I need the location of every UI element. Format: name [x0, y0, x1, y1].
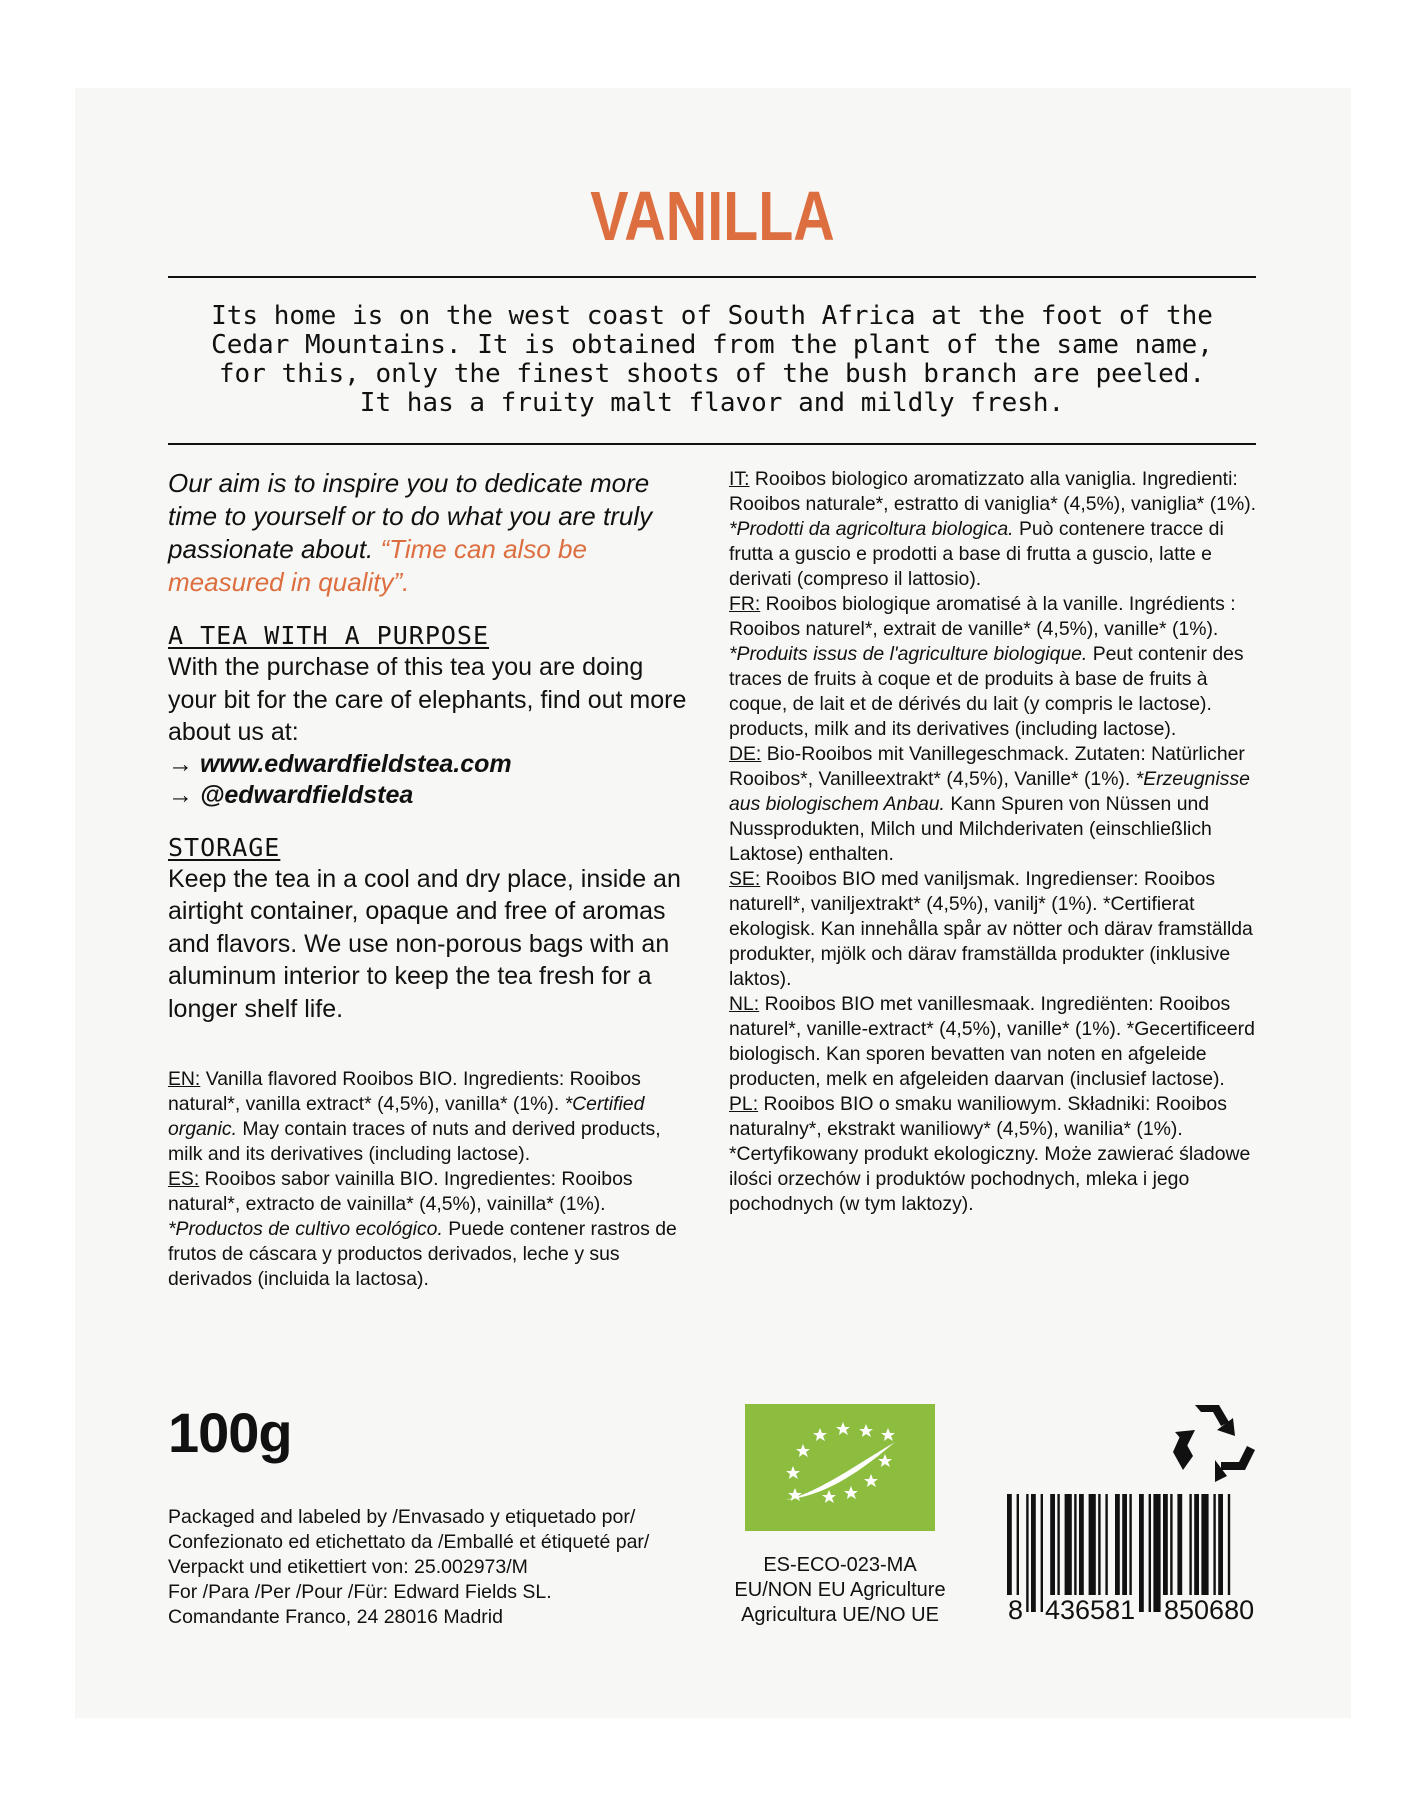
barcode-digits-left: 436581	[1045, 1595, 1136, 1625]
ingredients-right	[729, 467, 1259, 1217]
ingredient-entry-nl: NL: Rooibos BIO met vanillesmaak. Ingrediënten: Rooibos naturel*, vanille-extract* (4,5%), vanille* (1%). *Gecertificeerd biologisch. Kan sporen bevatten van noten en afgeleide producten, melk en afgeleiden daarvan (inclusief lactose).	[729, 993, 1255, 1090]
recycle-icon	[1171, 1400, 1257, 1482]
intro-line: Cedar Mountains. It is obtained from the plant of the same name,	[211, 330, 1213, 360]
packager-line: Verpackt und etikettiert von: 25.002973/M	[168, 1556, 528, 1578]
packager-line: Packaged and labeled by /Envasado y etiquetado por/	[168, 1506, 636, 1528]
social-handle-link[interactable]: → @edwardfieldstea	[168, 780, 414, 809]
barcode-digits-right: 850680	[1164, 1595, 1255, 1625]
ingredient-entry-en: EN: Vanilla flavored Rooibos BIO. Ingredients: Rooibos natural*, vanilla extract* (4,5%), vanilla* (1%). *Certified organic. May contain traces of nuts and derived products, milk and its derivatives (including lactose).	[168, 1068, 661, 1165]
product-title: VANILLA	[590, 177, 835, 255]
storage-heading: STORAGE	[168, 832, 281, 862]
eu-organic-code	[700, 1553, 980, 1628]
packager-line: Confezionato ed etichettato da /Emballé et étiqueté par/	[168, 1531, 650, 1553]
ingredient-entry-fr: FR: Rooibos biologique aromatisé à la vanille. Ingrédients : Rooibos naturel*, extrait de vanille* (4,5%), vanille* (1%). *Produits issus de l'agriculture biologique. Peut contenir des traces de fruits à coque et de produits à base de fruits à coque, de lait et de dérivés du lait (y compris le lactose). products, milk and its derivatives (including lactose).	[729, 593, 1244, 740]
ingredient-entry-se: SE: Rooibos BIO med vaniljsmak. Ingredienser: Rooibos naturell*, vaniljextrakt* (4,5%), vanilj* (1%). *Certifierat ekologisk. Kan innehålla spår av nötter och därav framställda produkter, mjölk och därav framställda produkter (inklusive laktos).	[729, 868, 1253, 990]
divider-bottom	[168, 443, 1256, 445]
packager-line: For /Para /Per /Pour /Für: Edward Fields SL.	[168, 1581, 552, 1603]
ingredient-entry-it: IT: Rooibos biologico aromatizzato alla vaniglia. Ingredienti: Rooibos naturale*, estratto di vaniglia* (4,5%), vaniglia* (1%). *Prodotti da agricoltura biologica. Può contenere tracce di frutta a guscio e prodotti a base di frutta a guscio, latte e derivati (compreso il lattosio).	[729, 468, 1257, 590]
aim-text: Our aim is to inspire you to dedicate more time to yourself or to do what you are truly passionate about.	[168, 468, 653, 564]
aim-statement	[168, 467, 698, 599]
storage-text: Keep the tea in a cool and dry place, inside an airtight container, opaque and free of aromas and flavors. We use non-porous bags with an aluminum interior to keep the tea fresh for a longer shelf life.	[168, 864, 681, 1023]
ingredient-entry-de: DE: Bio-Rooibos mit Vanillegeschmack. Zutaten: Natürlicher Rooibos*, Vanilleextrakt* (4,5%), Vanille* (1%). *Erzeugnisse aus biologischem Anbau. Kann Spuren von Nüssen und Nussprodukten, Milch und Milchderivaten (einschließlich Laktose) enthalten.	[729, 743, 1250, 865]
aim-quote: “Time can also be measured in quality”.	[168, 534, 587, 597]
ingredients-left	[168, 1067, 698, 1292]
intro-line: for this, only the finest shoots of the bush branch are peeled.	[218, 359, 1206, 389]
intro-text	[168, 302, 1256, 418]
website-link[interactable]: → www.edwardfieldstea.com	[168, 749, 512, 778]
eu-code-line: Agricultura UE/NO UE	[741, 1604, 939, 1626]
intro-line: It has a fruity malt flavor and mildly fresh.	[359, 388, 1065, 418]
eu-organic-logo-icon	[745, 1404, 935, 1531]
eu-code-line: ES-ECO-023-MA	[763, 1554, 917, 1576]
packager-info	[168, 1505, 728, 1630]
left-column	[168, 467, 698, 1025]
eu-code-line: EU/NON EU Agriculture	[734, 1579, 946, 1601]
net-weight: 100g	[168, 1401, 292, 1464]
purpose-text: With the purchase of this tea you are doing your bit for the care of elephants, find out more about us at:	[168, 653, 687, 746]
intro-line: Its home is on the west coast of South Africa at the foot of the	[211, 301, 1213, 331]
packager-line: Comandante Franco, 24 28016 Madrid	[168, 1606, 503, 1628]
ingredient-entry-pl: PL: Rooibos BIO o smaku waniliowym. Składniki: Rooibos naturalny*, ekstrakt waniliowy* (4,5%), wanilia* (1%). *Certyfikowany produkt ekologiczny. Może zawierać śladowe ilości orzechów i produktów pochodnych, mleka i jego pochodnych (w tym laktozy).	[729, 1093, 1251, 1215]
purpose-heading: A TEA WITH A PURPOSE	[168, 621, 490, 650]
divider-top	[168, 276, 1256, 278]
ingredient-entry-es: ES: Rooibos sabor vainilla BIO. Ingredientes: Rooibos natural*, extracto de vainilla* (4,5%), vainilla* (1%). *Productos de cultivo ecológico. Puede contener rastros de frutos de cáscara y productos derivados, leche y sus derivados (incluida la lactosa).	[168, 1168, 677, 1290]
barcode-digit-first: 8	[1008, 1595, 1024, 1625]
